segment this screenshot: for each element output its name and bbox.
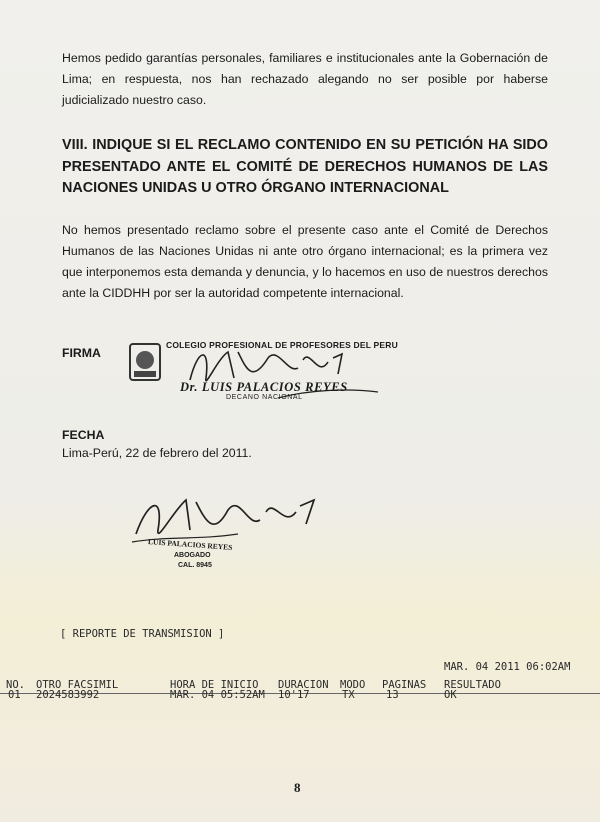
section-viii-heading: VIII. INDIQUE SI EL RECLAMO CONTENIDO EN SU PETICIÓN HA SIDO PRESENTADO ANTE EL COMITÉ DE DERECHOS HUMANOS DE LAS NACIONES UNIDAS U OTRO ÓRGANO INTERNACIONAL	[62, 137, 548, 196]
fax-cell-duracion: 10'17	[278, 689, 310, 701]
paragraph-1: Hemos pedido garantías personales, familiares e institucionales ante la Gobernación de Lima; en respuesta, nos han rechazado alegando no ser posible por haberse judicializado nuestro caso.	[62, 51, 548, 107]
stamp-org-text: COLEGIO PROFESIONAL DE PROFESORES DEL PERU	[166, 340, 398, 350]
stamp-title-text: DECANO NACIONAL	[226, 394, 303, 401]
fax-cell-otro: 2024583992	[36, 689, 100, 701]
fax-cell-modo: TX	[342, 689, 355, 701]
section-viii-body: No hemos presentado reclamo sobre el presente caso ante el Comité de Derechos Humanos de las Naciones Unidas ni ante otro órgano internacional; es la primera vez que interponemos esta demanda y denuncia, y lo hacemos en uso de nuestros derechos ante la CIDDHH por ser la autoridad competente internacional.	[62, 223, 548, 300]
fax-header-otro: OTRO FACSIMIL	[36, 679, 119, 691]
stamp-name-text: Dr. LUIS PALACIOS REYES	[180, 380, 348, 394]
fax-header-resultado: RESULTADO	[444, 679, 501, 691]
fecha-label: FECHA	[62, 428, 105, 442]
fax-cell-paginas: 13	[386, 689, 399, 701]
signature-role: ABOGADO	[174, 552, 211, 559]
fax-header-hora: HORA DE INICIO	[170, 679, 259, 691]
fax-header-no: NO.	[6, 679, 25, 691]
fax-report-title: [ REPORTE DE TRANSMISION ]	[60, 628, 225, 640]
signature-name: LUIS PALACIOS REYES	[147, 537, 233, 552]
fecha-value: Lima-Perú, 22 de febrero del 2011.	[62, 446, 252, 460]
fax-timestamp: MAR. 04 2011 06:02AM	[444, 661, 571, 673]
signature-block	[128, 488, 328, 576]
fax-cell-resultado: OK	[444, 689, 457, 701]
page-number: 8	[294, 780, 301, 795]
fax-cell-no: 01	[8, 689, 21, 701]
official-stamp	[128, 338, 428, 404]
fax-cell-hora: MAR. 04 05:52AM	[170, 689, 265, 701]
fax-header-duracion: DURACION	[278, 679, 329, 691]
firma-label: FIRMA	[62, 346, 101, 360]
fax-header-modo: MODO	[340, 679, 366, 691]
bleed-through-top	[0, 6, 600, 17]
signature-reg: CAL. 8945	[178, 562, 212, 569]
fax-header-paginas: PAGINAS	[382, 679, 427, 691]
